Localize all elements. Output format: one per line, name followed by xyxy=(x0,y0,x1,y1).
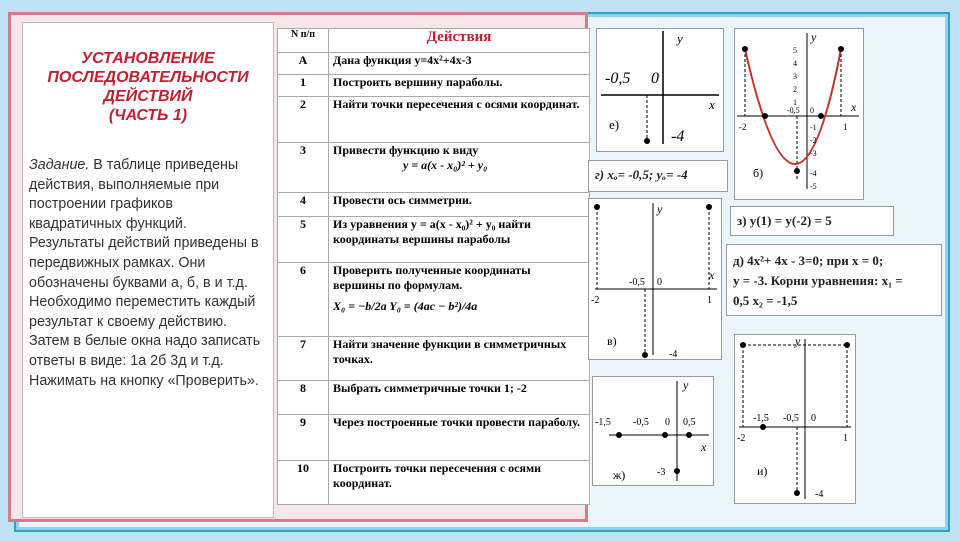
point xyxy=(818,113,824,119)
task-paragraph: Необходимо переместить каждый результат к своему действию. xyxy=(29,294,256,330)
y-label: y xyxy=(683,378,689,392)
point xyxy=(662,432,668,438)
row-number: 4 xyxy=(278,193,329,217)
card-text: 0,5 x₂ = -1,5 xyxy=(733,293,798,308)
point xyxy=(686,432,692,438)
graph-zh xyxy=(593,377,713,485)
point xyxy=(838,46,844,52)
row-action: Найти точки пересечения с осями координат. xyxy=(329,97,590,143)
row-action: Найти значение функции в симметричных точках. xyxy=(329,337,590,381)
x-label: x xyxy=(709,97,715,112)
card-text: y = -3. Корни уравнения: x₁ = xyxy=(733,273,903,288)
row-action xyxy=(329,143,590,193)
row-action: Через построенные точки провести параболу. xyxy=(329,415,590,461)
tick-label: 1 xyxy=(843,122,848,132)
tick-label: 1 xyxy=(793,98,797,107)
tick-label: -1,5 xyxy=(595,417,611,428)
card-label: б) xyxy=(753,166,764,180)
tick-label: 0 xyxy=(665,417,670,428)
formula: X₀ = −b/2a Y₀ = (4ac − b²)/4a xyxy=(333,299,478,313)
card-g[interactable] xyxy=(588,160,728,192)
point xyxy=(762,113,768,119)
tick-label: -2 xyxy=(737,433,746,444)
tick-label: -4 xyxy=(671,128,685,145)
card-label: ж) xyxy=(613,468,626,482)
tick-label: -0,5 xyxy=(633,417,649,428)
card-z[interactable] xyxy=(730,206,894,236)
tick-label: -0,5 xyxy=(605,70,631,87)
card-text: г) xₒ= -0,5; yₒ= -4 xyxy=(595,167,688,182)
row-number: 3 xyxy=(278,143,329,193)
point xyxy=(706,204,712,210)
row-action-text: Привести функцию к виду xyxy=(333,143,479,157)
row-number: 6 xyxy=(278,263,329,337)
x-label: x xyxy=(851,100,857,114)
tick-label: -0,5 xyxy=(787,106,800,115)
point xyxy=(642,352,648,358)
row-number: 5 xyxy=(278,217,329,263)
tick-label: -4 xyxy=(815,489,824,500)
point xyxy=(740,342,746,348)
tick-label: 5 xyxy=(793,46,797,55)
col-header-number: N п/п xyxy=(278,29,329,53)
row-number: А xyxy=(278,53,329,75)
card-e[interactable] xyxy=(596,28,724,152)
tick-label: -3 xyxy=(810,149,817,158)
tick-label: 0 xyxy=(811,413,816,424)
tick-label: 0 xyxy=(657,277,662,288)
tick-label: -1,5 xyxy=(753,413,769,424)
tick-label: 0,5 xyxy=(683,417,696,428)
task-label: Задание. xyxy=(29,157,90,173)
row-action: Дана функция y=4x²+4x-3 xyxy=(329,53,590,75)
row-number: 9 xyxy=(278,415,329,461)
row-number: 1 xyxy=(278,75,329,97)
row-number: 2 xyxy=(278,97,329,143)
tick-label: 3 xyxy=(793,72,797,81)
instructions-box xyxy=(22,22,274,518)
point xyxy=(616,432,622,438)
col-header-actions: Действия xyxy=(329,29,590,53)
tick-label: -3 xyxy=(657,467,666,478)
tick-label: -5 xyxy=(810,182,817,191)
title-line: (ЧАСТЬ 1) xyxy=(108,107,188,124)
tick-label: -1 xyxy=(810,123,817,132)
tick-label: 1 xyxy=(843,433,848,444)
card-label: и) xyxy=(757,464,768,478)
card-label: в) xyxy=(607,334,617,348)
row-action: Провести ось симметрии. xyxy=(329,193,590,217)
card-text: д) 4x²+ 4x - 3=0; при x = 0; xyxy=(733,253,884,268)
card-label: е) xyxy=(609,117,620,132)
point xyxy=(794,168,800,174)
card-text: з) y(1) = y(-2) = 5 xyxy=(737,213,832,228)
x-label: x xyxy=(701,440,707,454)
row-action xyxy=(329,263,590,337)
card-v[interactable] xyxy=(588,198,722,360)
tick-label: 2 xyxy=(793,85,797,94)
tick-label: -4 xyxy=(810,169,817,178)
task-paragraph: Нажимать на кнопку «Проверить». xyxy=(29,372,259,389)
point xyxy=(594,204,600,210)
point xyxy=(844,342,850,348)
row-action: Из уравнения y = a(x - x₀)² + y₀ найти координаты вершины параболы xyxy=(329,217,590,263)
title-line: ПОСЛЕДОВАТЕЛЬНОСТИ xyxy=(47,69,249,86)
task-paragraph: Затем в белые окна надо записать ответы в виде: 1а 2б 3д и т.д. xyxy=(29,333,261,369)
tick-label: 4 xyxy=(793,59,797,68)
row-number: 8 xyxy=(278,381,329,415)
task-description xyxy=(29,156,267,391)
tick-label: -4 xyxy=(669,349,678,359)
graph-i xyxy=(735,335,855,503)
tick-label: -2 xyxy=(739,122,747,132)
y-label: y xyxy=(811,30,817,44)
title-line: ДЕЙСТВИЙ xyxy=(103,88,193,105)
point xyxy=(674,468,680,474)
task-text: В таблице приведены действия, выполняемые при построении графиков квадратичных функций. xyxy=(29,157,239,232)
card-i[interactable] xyxy=(734,334,856,504)
page-title xyxy=(23,49,273,125)
tick-label: -0,5 xyxy=(629,277,645,288)
tick-label: -2 xyxy=(810,136,817,145)
point xyxy=(794,490,800,496)
card-d[interactable] xyxy=(726,244,942,316)
row-action-text: Проверить полученные координаты вершины по формулам. xyxy=(333,263,531,292)
row-action: Построить вершину параболы. xyxy=(329,75,590,97)
title-line: УСТАНОВЛЕНИЕ xyxy=(81,50,215,67)
graph-v xyxy=(589,199,721,359)
y-label: y xyxy=(795,335,801,348)
actions-table xyxy=(277,28,590,505)
tick-label: -0,5 xyxy=(783,413,799,424)
x-label: x xyxy=(709,268,715,282)
card-b[interactable] xyxy=(734,28,864,200)
vertex-point xyxy=(644,138,650,144)
formula: y = a(x - x₀)² + y₀ xyxy=(403,158,488,172)
tick-label: 0 xyxy=(651,70,659,87)
task-paragraph: Результаты действий приведены в передвижных рамках. Они обозначены буквами а, б, в и т.д. xyxy=(29,235,259,291)
y-label: y xyxy=(657,202,663,216)
row-number: 10 xyxy=(278,461,329,505)
graph-e xyxy=(597,29,723,151)
tick-label: -2 xyxy=(591,295,600,306)
row-action: Выбрать симметричные точки 1; -2 xyxy=(329,381,590,415)
y-label: y xyxy=(677,31,683,46)
tick-label: 0 xyxy=(810,106,814,115)
point xyxy=(760,424,766,430)
row-action: Построить точки пересечения с осями координат. xyxy=(329,461,590,505)
graph-b xyxy=(735,29,863,199)
card-zh[interactable] xyxy=(592,376,714,486)
point xyxy=(742,46,748,52)
row-number: 7 xyxy=(278,337,329,381)
tick-label: 1 xyxy=(707,295,712,306)
